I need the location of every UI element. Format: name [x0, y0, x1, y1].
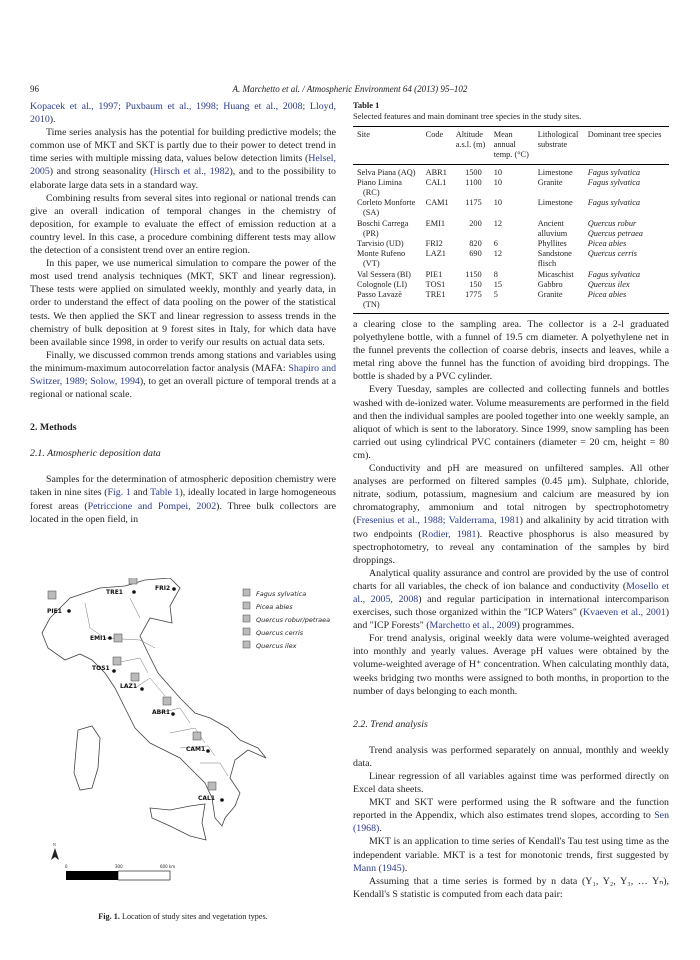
- cell-species: Quercus cerris: [587, 249, 637, 259]
- cell-species: Picea abies: [587, 239, 627, 249]
- cell-site: Passo Lavazè (TN): [357, 290, 402, 310]
- left-column: [30, 100, 336, 526]
- cell-substrate: Granite: [537, 290, 563, 300]
- text-run: Finally, we discussed common trends among stations and variables using the minimum-maximum autocorrelation factor analysis (MAFA:: [30, 349, 336, 374]
- running-header: [30, 84, 670, 98]
- paragraph: [353, 875, 669, 901]
- deposition-paragraphs: [30, 473, 336, 525]
- citation-link[interactable]: Petriccione and Pompei, 2002: [87, 500, 217, 512]
- cell-altitude: 1150: [465, 269, 482, 279]
- cell-code: EMI1: [425, 218, 446, 228]
- cell-species: Quercus robur Quercus petraea: [587, 218, 643, 238]
- cell-code: TRE1: [425, 290, 446, 300]
- cell-temp: 10: [493, 198, 503, 208]
- cell-site: Piano Limina (RC): [357, 177, 402, 198]
- text-run: ). Three bulk collectors are located in the open field, in: [30, 500, 336, 525]
- cell-substrate: Ancient alluvium: [537, 218, 568, 238]
- legend-quercus-cerris: [243, 628, 304, 637]
- text-run: Linear regression of all variables against time was performed directly on Excel data sheets.: [353, 771, 669, 796]
- cell-altitude: 1100: [465, 177, 482, 187]
- text-run: In this paper, we use numerical simulation to compare the power of the most used trend analysis techniques (MKT, SKT and linear regression). These tests were applied on simulated weekly, monthly and yearly data, in order to understand the effect of data pooling on the power of the statistical tests. We then applied the SKT and linear regression to assess trends in the chemistry of bulk deposition at 9 forest sites in Italy, for which data have been available since 1998, in order to verify our results on actual data sets.: [30, 258, 336, 348]
- table-row: [353, 290, 669, 314]
- text-run: ), ideally located in large homogeneous forest areas (: [30, 487, 336, 512]
- trend-paragraphs: [353, 744, 669, 901]
- text-run: a clearing close to the sampling area. The collector is a 2-l graduated polyethylene bottle, with a funnel of 19.5 cm diameter. A polyethylene net in the funnel prevents the collection of coarse debris, insects and leaves, while a metal ring above the funnel has the function of avoiding bird droppings. The bottle is shaded by a PVC cylinder.: [353, 319, 669, 383]
- table-label: Table 1: [353, 100, 380, 110]
- svg-text:PIE1: PIE1: [47, 608, 62, 615]
- paragraph: [30, 473, 336, 525]
- section-heading-methods: 2. Methods: [30, 422, 77, 434]
- cell-temp: 10: [493, 177, 503, 187]
- table-row: [353, 178, 669, 198]
- cell-temp: 8: [493, 269, 498, 279]
- figure-1-map: [30, 578, 336, 898]
- italy-map: [30, 578, 336, 898]
- paragraph: [353, 835, 669, 874]
- table-row: [353, 249, 669, 269]
- legend-quercus-ilex: [243, 641, 297, 650]
- citation-link[interactable]: Mann (1945): [353, 862, 405, 874]
- sardinia-outline: [74, 726, 100, 790]
- mainland-outline: [42, 578, 266, 826]
- north-arrow-icon: [51, 842, 59, 860]
- cell-species: Picea abies: [587, 290, 627, 300]
- subsection-heading-trend: 2.2. Trend analysis: [353, 718, 428, 730]
- cell-altitude: 1775: [465, 290, 482, 300]
- table-caption: Selected features and main dominant tree species in the study sites.: [353, 111, 582, 121]
- site-emi1: [90, 635, 112, 642]
- cell-substrate: Limestone: [537, 167, 573, 177]
- svg-text:N: N: [53, 842, 56, 847]
- text-run: MKT is an application to time series of Kendall's Tau test using time as the independent variable. MKT is a test for monotonic trends, first suggested by: [353, 836, 669, 861]
- cell-site: Monte Rufeno (VT): [357, 249, 406, 269]
- col-header-code: Code: [422, 127, 452, 165]
- cell-substrate: Granite: [537, 177, 563, 187]
- cell-temp: 15: [493, 279, 503, 289]
- svg-text:ABR1: ABR1: [152, 709, 171, 716]
- text-run: ) and "ICP Forests" (: [353, 607, 669, 632]
- svg-text:Fagus sylvatica: Fagus sylvatica: [256, 590, 307, 598]
- cell-code: CAL1: [425, 177, 447, 187]
- scale-bar: [65, 864, 175, 880]
- cell-code: FRI2: [425, 239, 443, 249]
- svg-text:LAZ1: LAZ1: [120, 683, 137, 690]
- paragraph: [30, 100, 336, 126]
- cell-altitude: 150: [469, 279, 482, 289]
- text-run: ), and to the possibility to elaborate large data sets in a standard way.: [30, 166, 336, 191]
- cell-species: Fagus sylvatica: [587, 167, 641, 177]
- study-sites-table: [353, 126, 669, 314]
- citation-link[interactable]: Kvaeven et al., 2001: [583, 607, 666, 619]
- paragraph: [353, 632, 669, 697]
- svg-text:Picea abies: Picea abies: [256, 603, 293, 611]
- text-run: Samples for the determination of atmospheric deposition chemistry were taken in nine sites (: [30, 474, 336, 499]
- site-fri2: [155, 585, 176, 592]
- cell-code: ABR1: [425, 167, 447, 177]
- text-run: Every Tuesday, samples are collected and collecting funnels and bottles washed with de-ionized water. Volume measurements are performed in the field and then the individual samples are pooled together into one weekly sample, an aliquot of which is sent to the laboratory. Since 1999, snow sampling has been carried out using cylindrical PVC containers (diameter = 20 cm, height = 80 cm).: [353, 384, 669, 461]
- svg-text:EMI1: EMI1: [90, 635, 107, 642]
- cell-substrate: Limestone: [537, 198, 573, 208]
- svg-text:Quercus robur/petraea: Quercus robur/petraea: [256, 616, 331, 624]
- svg-text:Quercus ilex: Quercus ilex: [256, 642, 297, 650]
- cell-substrate: Phyllites: [537, 239, 567, 249]
- site-laz1: [120, 683, 144, 691]
- sicily-outline: [150, 804, 206, 840]
- right-column: [353, 318, 669, 901]
- cell-code: LAZ1: [425, 249, 446, 259]
- cell-site: Corleto Monforte (SA): [357, 198, 416, 218]
- citation-link[interactable]: Marchetto et al., 2009: [429, 620, 517, 632]
- citation-link[interactable]: Rodier, 1981: [421, 528, 477, 540]
- citation-link[interactable]: Sen (1968): [353, 810, 669, 835]
- paragraph: [353, 796, 669, 835]
- text-run: Combining results from several sites into regional or national trends can give an overall indication of temporal changes in the chemistry of deposition, for example to evaluate the effect of emission reduction at a country level. In this case, a procedure combining different tests may allow the detection of a consistent trend over an entire region.: [30, 192, 336, 257]
- cell-substrate: Gabbro: [537, 279, 563, 289]
- text-run: Analytical quality assurance and control are provided by the use of control charts for all variables, the check of ion balance and conductivity (: [353, 567, 669, 592]
- table-row: [353, 198, 669, 218]
- text-run: ). Reactive phosphorus is also measured by spectrophotometry, to reveal any contamination of the samples by bird droppings.: [353, 528, 669, 566]
- svg-text:600 km: 600 km: [160, 864, 176, 869]
- text-run: ) and regular participation in international intercomparison exercises, such those organized within the "ICP Waters" (: [353, 593, 669, 619]
- cell-temp: 5: [493, 290, 498, 300]
- cell-code: CAM1: [425, 198, 449, 208]
- col-header-site: Site: [353, 127, 422, 165]
- figure-caption: [30, 912, 336, 921]
- svg-text:CAM1: CAM1: [186, 746, 206, 753]
- cell-altitude: 200: [469, 218, 482, 228]
- site-cam1: [186, 746, 210, 753]
- table-row: [353, 280, 669, 290]
- text-run: For trend analysis, original weekly data were volume-weighted averaged into monthly and yearly values. Average pH values were obtained by the volume-weighted average of H⁺ concentration. When calculating monthly data, weeks bridging two months were assigned to both months, in proportion to the number of days belonging to each month.: [353, 633, 669, 697]
- paragraph: [353, 318, 669, 383]
- text-run: and: [130, 487, 151, 499]
- cell-altitude: 1500: [465, 167, 482, 177]
- cell-altitude: 820: [469, 239, 482, 249]
- paragraph: [353, 383, 669, 462]
- svg-text:TOS1: TOS1: [92, 665, 110, 672]
- text-run: Conductivity and pH are measured on unfiltered samples. All other analyses are performed on filtered samples (0.45 µm). Sulphate, chloride, nitrate, sodium, potassium, magnesium and calcium are measured by ion chromatography, ammonium and total nitrogen by spectrophotometry (: [353, 463, 669, 527]
- table-row: [353, 164, 669, 178]
- paragraph: [353, 462, 669, 567]
- journal-citation: A. Marchetto et al. / Atmospheric Environment 64 (2013) 95–102: [232, 84, 468, 94]
- legend-quercus-robur: [243, 615, 330, 624]
- text-run: ), to get an overall picture of temporal trends at a regional or national scale.: [30, 375, 336, 401]
- col-header-substrate: Lithological substrate: [534, 127, 584, 165]
- citation-link[interactable]: Mosello et al., 2005, 2008: [353, 580, 669, 605]
- text-run: ).: [49, 114, 56, 126]
- paragraph: [30, 349, 336, 401]
- cell-code: TOS1: [425, 279, 446, 289]
- cell-site: Boschi Carrega (PR): [357, 218, 409, 238]
- citation-link[interactable]: Kopacek et al., 1997; Puxbaum et al., 1998; Huang et al., 2008; Lloyd, 2010: [30, 101, 336, 126]
- citation-link[interactable]: Fresenius et al., 1988; Valderrama, 1981: [356, 515, 520, 527]
- paragraph: [353, 744, 669, 770]
- site-cal1: [198, 795, 224, 802]
- site-pie1: [47, 608, 71, 615]
- sampling-paragraphs: [353, 318, 669, 698]
- site-tre1: [106, 589, 136, 596]
- subsection-heading-deposition: 2.1. Atmospheric deposition data: [30, 448, 161, 460]
- table-1: [353, 100, 669, 314]
- text-run: .: [404, 862, 408, 874]
- cell-code: PIE1: [425, 269, 443, 279]
- text-run: ) and alkalinity by acid titration with two endpoints (: [353, 515, 669, 540]
- svg-text:TRE1: TRE1: [106, 589, 123, 596]
- region-boundaries: [85, 598, 228, 776]
- paragraph: [353, 567, 669, 632]
- svg-text:Quercus cerris: Quercus cerris: [256, 629, 304, 637]
- table-row: [353, 239, 669, 249]
- cell-site: Selva Piana (AQ): [357, 167, 416, 177]
- paragraph: [30, 257, 336, 349]
- text-run: Trend analysis was performed separately on annual, monthly and weekly data.: [353, 744, 669, 769]
- site-tos1: [92, 665, 116, 673]
- text-run: .: [379, 823, 382, 835]
- cell-species: Fagus sylvatica: [587, 198, 641, 208]
- figure-caption-text: Location of study sites and vegetation types.: [119, 912, 268, 921]
- col-header-temp: Mean annual temp. (°C): [490, 127, 534, 165]
- citation-link[interactable]: Fig. 1: [107, 487, 131, 499]
- legend-fagus: [243, 589, 306, 598]
- cell-species: Fagus sylvatica: [587, 269, 641, 279]
- legend: [243, 589, 330, 650]
- table-row: [353, 219, 669, 239]
- text-run: MKT and SKT were performed using the R software and the function reported in the Appendix, which also estimates trend slopes, according to: [353, 797, 669, 822]
- citation-link[interactable]: Table 1: [150, 487, 180, 499]
- page-number: 96: [30, 84, 39, 94]
- col-header-altitude: Altitude a.s.l. (m): [452, 127, 490, 165]
- paragraph: [30, 192, 336, 257]
- cell-species: Quercus ilex: [587, 279, 630, 289]
- citation-link[interactable]: Helsel, 2005: [30, 153, 336, 178]
- figure-label: Fig. 1.: [98, 912, 120, 921]
- cell-temp: 6: [493, 239, 498, 249]
- cell-site: Tarvisio (UD): [357, 239, 404, 249]
- citation-link[interactable]: Shapiro and Switzer, 1989; Solow, 1994: [30, 362, 337, 387]
- cell-altitude: 1175: [465, 198, 482, 208]
- cell-substrate: Micaschist: [537, 269, 574, 279]
- intro-paragraphs: [30, 100, 336, 401]
- col-header-species: Dominant tree species: [584, 127, 669, 165]
- cell-temp: 10: [493, 167, 503, 177]
- svg-text:300: 300: [115, 864, 123, 869]
- svg-text:0: 0: [65, 864, 68, 869]
- citation-link[interactable]: Hirsch et al., 1982: [153, 166, 230, 178]
- text-run: Time series analysis has the potential for building predictive models; the common use of MKT and SKT is partly due to their power to detect trend in time series with multiple missing data, values below detection limits (: [30, 127, 336, 165]
- legend-picea: [243, 602, 293, 611]
- cell-substrate: Sandstone flisch: [537, 249, 572, 269]
- text-run: Assuming that a time series is formed by n data (Y₁, Y₂, Y₃, … Yₙ), Kendall's S statistic is computed from each data pair:: [353, 875, 669, 900]
- svg-text:CAL1: CAL1: [198, 795, 216, 802]
- svg-text:FRI2: FRI2: [155, 585, 171, 592]
- cell-species: Fagus sylvatica: [587, 177, 641, 187]
- cell-temp: 12: [493, 218, 503, 228]
- paragraph: [353, 770, 669, 796]
- cell-altitude: 690: [469, 249, 482, 259]
- cell-temp: 12: [493, 249, 503, 259]
- cell-site: Colognole (LI): [357, 279, 408, 289]
- text-run: ) and strong seasonality (: [49, 166, 154, 178]
- cell-site: Val Sessera (BI): [357, 269, 411, 279]
- paragraph: [30, 126, 336, 191]
- text-run: ) programmes.: [516, 620, 575, 632]
- table-row: [353, 270, 669, 280]
